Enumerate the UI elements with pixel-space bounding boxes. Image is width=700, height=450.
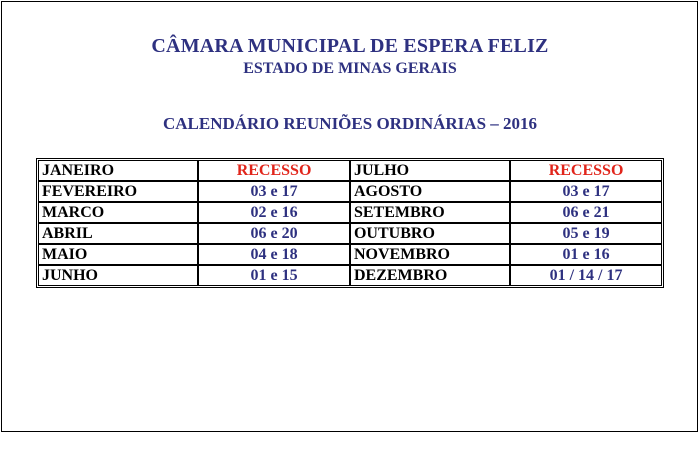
month-cell: DEZEMBRO [350, 265, 510, 286]
month-cell: MAIO [38, 244, 198, 265]
dates-cell: 01 / 14 / 17 [510, 265, 662, 286]
table-row [38, 181, 662, 202]
dates-cell: 01 e 15 [198, 265, 350, 286]
table-row [38, 202, 662, 223]
month-cell: MARCO [38, 202, 198, 223]
dates-cell: 03 e 17 [510, 181, 662, 202]
page-subtitle: ESTADO DE MINAS GERAIS [243, 60, 457, 77]
dates-cell: RECESSO [510, 160, 662, 181]
month-cell: AGOSTO [350, 181, 510, 202]
page-title: CÂMARA MUNICIPAL DE ESPERA FELIZ [151, 35, 549, 57]
month-cell: OUTUBRO [350, 223, 510, 244]
meeting-calendar-table [36, 158, 664, 288]
dates-cell: 06 e 20 [198, 223, 350, 244]
dates-cell: 06 e 21 [510, 202, 662, 223]
table-row [38, 160, 662, 181]
calendar-title: CALENDÁRIO REUNIÕES ORDINÁRIAS – 2016 [162, 114, 538, 133]
table-row [38, 244, 662, 265]
dates-cell: 03 e 17 [198, 181, 350, 202]
month-cell: NOVEMBRO [350, 244, 510, 265]
month-cell: SETEMBRO [350, 202, 510, 223]
month-cell: JULHO [350, 160, 510, 181]
dates-cell: RECESSO [198, 160, 350, 181]
month-cell: JANEIRO [38, 160, 198, 181]
table-row [38, 265, 662, 286]
month-cell: FEVEREIRO [38, 181, 198, 202]
table-row [38, 223, 662, 244]
month-cell: ABRIL [38, 223, 198, 244]
dates-cell: 05 e 19 [510, 223, 662, 244]
dates-cell: 02 e 16 [198, 202, 350, 223]
dates-cell: 04 e 18 [198, 244, 350, 265]
month-cell: JUNHO [38, 265, 198, 286]
dates-cell: 01 e 16 [510, 244, 662, 265]
